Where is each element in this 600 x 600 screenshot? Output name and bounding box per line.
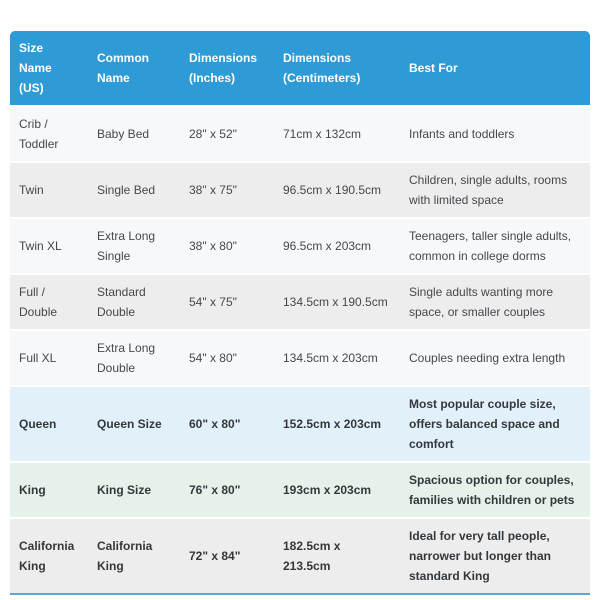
column-header-common-name: Common Name (88, 31, 180, 106)
cell-size-name: King (10, 462, 88, 518)
table-row-full-double (10, 274, 590, 330)
cell-centimeters: 134.5cm x 190.5cm (274, 274, 400, 330)
cell-common-name: Standard Double (88, 274, 180, 330)
cell-best-for: Couples needing extra length (400, 330, 590, 386)
column-header-best-for: Best For (400, 31, 590, 106)
cell-best-for: Children, single adults, rooms with limited space (400, 162, 590, 218)
table-header (10, 31, 590, 106)
header-row (10, 31, 590, 106)
table-row-king (10, 462, 590, 518)
cell-common-name: California King (88, 518, 180, 594)
cell-inches: 60" x 80" (180, 386, 274, 462)
table-row-california-king (10, 518, 590, 594)
column-header-size-name: Size Name (US) (10, 31, 88, 106)
cell-inches: 38" x 75" (180, 162, 274, 218)
column-header-centimeters: Dimensions (Centimeters) (274, 31, 400, 106)
cell-best-for: Spacious option for couples, families with children or pets (400, 462, 590, 518)
cell-best-for: Single adults wanting more space, or smaller couples (400, 274, 590, 330)
cell-inches: 54" x 75" (180, 274, 274, 330)
cell-best-for: Ideal for very tall people, narrower but longer than standard King (400, 518, 590, 594)
cell-common-name: Baby Bed (88, 106, 180, 162)
cell-centimeters: 152.5cm x 203cm (274, 386, 400, 462)
cell-common-name: Queen Size (88, 386, 180, 462)
cell-size-name: Full XL (10, 330, 88, 386)
cell-common-name: King Size (88, 462, 180, 518)
cell-inches: 38" x 80" (180, 218, 274, 274)
cell-centimeters: 71cm x 132cm (274, 106, 400, 162)
cell-size-name: California King (10, 518, 88, 594)
cell-size-name: Twin (10, 162, 88, 218)
cell-inches: 76" x 80" (180, 462, 274, 518)
table-row-queen (10, 386, 590, 462)
table-row-twin (10, 162, 590, 218)
table-row-full-xl (10, 330, 590, 386)
cell-size-name: Twin XL (10, 218, 88, 274)
cell-best-for: Most popular couple size, offers balanced space and comfort (400, 386, 590, 462)
cell-centimeters: 193cm x 203cm (274, 462, 400, 518)
cell-size-name: Queen (10, 386, 88, 462)
cell-size-name: Crib / Toddler (10, 106, 88, 162)
cell-best-for: Teenagers, taller single adults, common in college dorms (400, 218, 590, 274)
cell-centimeters: 96.5cm x 190.5cm (274, 162, 400, 218)
cell-inches: 54" x 80" (180, 330, 274, 386)
cell-common-name: Extra Long Single (88, 218, 180, 274)
cell-best-for: Infants and toddlers (400, 106, 590, 162)
table-row-crib-toddler (10, 106, 590, 162)
table-body (10, 106, 590, 594)
column-header-inches: Dimensions (Inches) (180, 31, 274, 106)
cell-inches: 28" x 52" (180, 106, 274, 162)
cell-common-name: Extra Long Double (88, 330, 180, 386)
table-row-twin-xl (10, 218, 590, 274)
cell-common-name: Single Bed (88, 162, 180, 218)
cell-centimeters: 134.5cm x 203cm (274, 330, 400, 386)
bed-size-comparison-table (10, 31, 590, 595)
cell-centimeters: 96.5cm x 203cm (274, 218, 400, 274)
cell-inches: 72" x 84" (180, 518, 274, 594)
cell-centimeters: 182.5cm x 213.5cm (274, 518, 400, 594)
cell-size-name: Full / Double (10, 274, 88, 330)
